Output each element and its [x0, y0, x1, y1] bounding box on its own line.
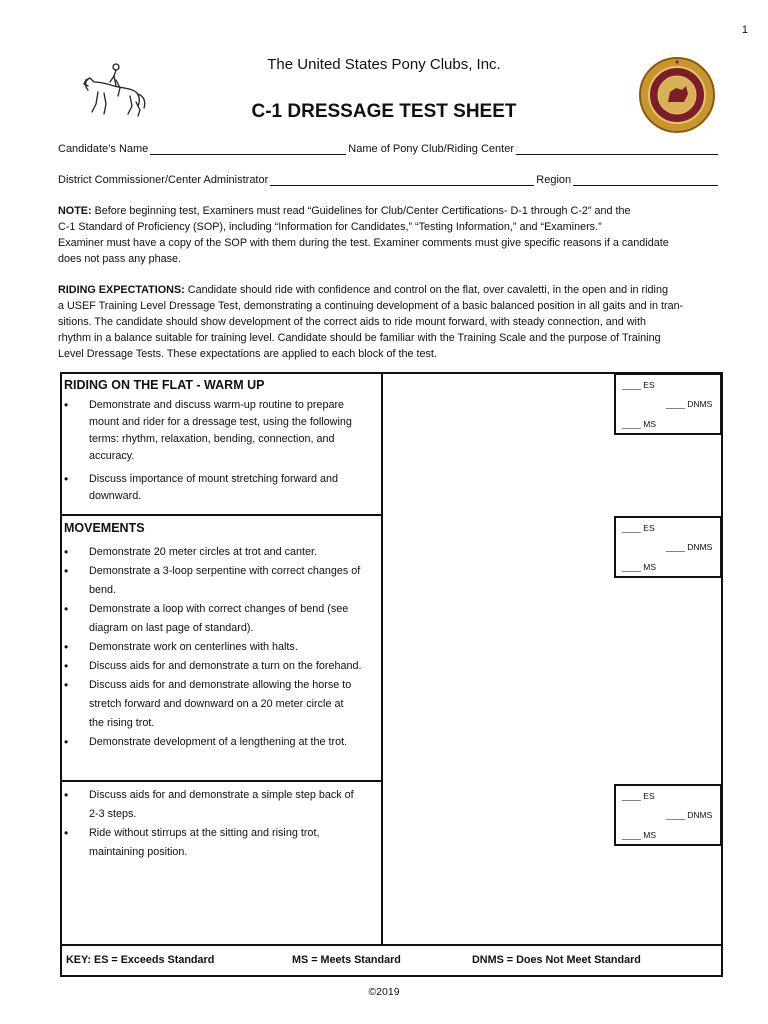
note-paragraph: [58, 203, 718, 267]
key-divider: [60, 944, 723, 946]
region-label: Region: [536, 174, 572, 186]
note-text: Examiner must have a copy of the SOP with them during the test. Examiner comments must give specific reasons if a candidate: [58, 237, 669, 249]
key-ms: MS = Meets Standard: [292, 954, 401, 966]
score-ms[interactable]: ____ MS: [622, 419, 657, 429]
candidate-row: [58, 143, 720, 155]
region-field[interactable]: [573, 174, 718, 186]
district-row: [58, 174, 720, 186]
note-label: NOTE:: [58, 205, 92, 217]
list-item: • Ride without stirrups at the sitting and rising trot, maintaining position.: [64, 824, 380, 862]
candidate-name-label: Candidate’s Name: [58, 143, 149, 155]
section-warmup: [64, 378, 380, 505]
expectations-text: Candidate should ride with confidence and control on the flat, over cavaletti, in the open and in riding: [184, 284, 668, 296]
district-label: District Commissioner/Center Administrator: [58, 174, 269, 186]
expectations-paragraph: [58, 282, 718, 362]
list-item: • Discuss aids for and demonstrate allowing the horse to stretch forward and downward on a 20 meter circle at the rising trot.: [64, 676, 380, 733]
list-item: • Discuss aids for and demonstrate a turn on the forehand.: [64, 657, 380, 676]
key-dnms: DNMS = Does Not Meet Standard: [472, 954, 641, 966]
score-dnms[interactable]: ____ DNMS: [666, 810, 713, 820]
pony-club-label: Name of Pony Club/Riding Center: [348, 143, 514, 155]
score-es[interactable]: ____ ES: [622, 380, 655, 390]
list-item: • Demonstrate development of a lengthening at the trot.: [64, 733, 380, 752]
page-title: C-1 DRESSAGE TEST SHEET: [251, 101, 517, 122]
note-text: Before beginning test, Examiners must read “Guidelines for Club/Center Certifications- D-1 through C-2” and the: [91, 205, 631, 217]
list-item: • Discuss aids for and demonstrate a simple step back of 2-3 steps.: [64, 786, 380, 824]
score-box-movements[interactable]: [614, 516, 722, 578]
note-text: does not pass any phase.: [58, 253, 182, 265]
list-item: • Demonstrate and discuss warm-up routine to prepare mount and rider for a dressage test, using the following terms: rhythm, relaxation, bending, connection, and accuracy.: [64, 397, 380, 465]
score-box-warmup[interactable]: [614, 373, 722, 435]
list-item: • Demonstrate 20 meter circles at trot and canter.: [64, 543, 380, 562]
list-item: • Demonstrate a loop with correct changes of bend (see diagram on last page of standard).: [64, 600, 380, 638]
score-dnms[interactable]: ____ DNMS: [666, 542, 713, 552]
column-divider: [381, 372, 383, 946]
organization-name: The United States Pony Clubs, Inc.: [267, 56, 501, 73]
copyright: ©2019: [368, 986, 400, 998]
expectations-text: rhythm in a balance suitable for training level. Candidate should be familiar with the Training Scale and the purpose of Training: [58, 332, 661, 344]
expectations-text: sitions. The candidate should show development of the correct aids to ride mount forward, with steady connection, and with: [58, 316, 646, 328]
section-additional: [64, 786, 380, 862]
score-ms[interactable]: ____ MS: [622, 830, 657, 840]
key-es: KEY: ES = Exceeds Standard: [66, 954, 215, 966]
expectations-label: RIDING EXPECTATIONS:: [58, 284, 185, 296]
score-es[interactable]: ____ ES: [622, 791, 655, 801]
candidate-name-field[interactable]: [150, 143, 346, 155]
district-field[interactable]: [270, 174, 534, 186]
score-ms[interactable]: ____ MS: [622, 562, 657, 572]
score-box-additional[interactable]: [614, 784, 722, 846]
section-heading: RIDING ON THE FLAT - WARM UP: [64, 378, 265, 392]
page-number: 1: [741, 24, 748, 36]
row-divider: [60, 780, 382, 782]
row-divider: [60, 514, 382, 516]
note-text: C-1 Standard of Proficiency (SOP), including “Information for Candidates,” “Testing Information,” and “Examiners.”: [58, 221, 602, 233]
expectations-text: a USEF Training Level Dressage Test, demonstrating a continuing development of a basic balanced position in all gaits and in tran-: [58, 300, 684, 312]
pony-club-field[interactable]: [516, 143, 718, 155]
list-item: • Discuss importance of mount stretching forward and downward.: [64, 471, 380, 505]
score-dnms[interactable]: ____ DNMS: [666, 399, 713, 409]
expectations-text: Level Dressage Tests. These expectations are applied to each block of the test.: [58, 348, 437, 360]
list-item: • Demonstrate work on centerlines with halts.: [64, 638, 380, 657]
list-item: • Demonstrate a 3-loop serpentine with correct changes of bend.: [64, 562, 380, 600]
section-movements: [64, 521, 380, 752]
section-heading: MOVEMENTS: [64, 521, 145, 535]
score-es[interactable]: ____ ES: [622, 523, 655, 533]
